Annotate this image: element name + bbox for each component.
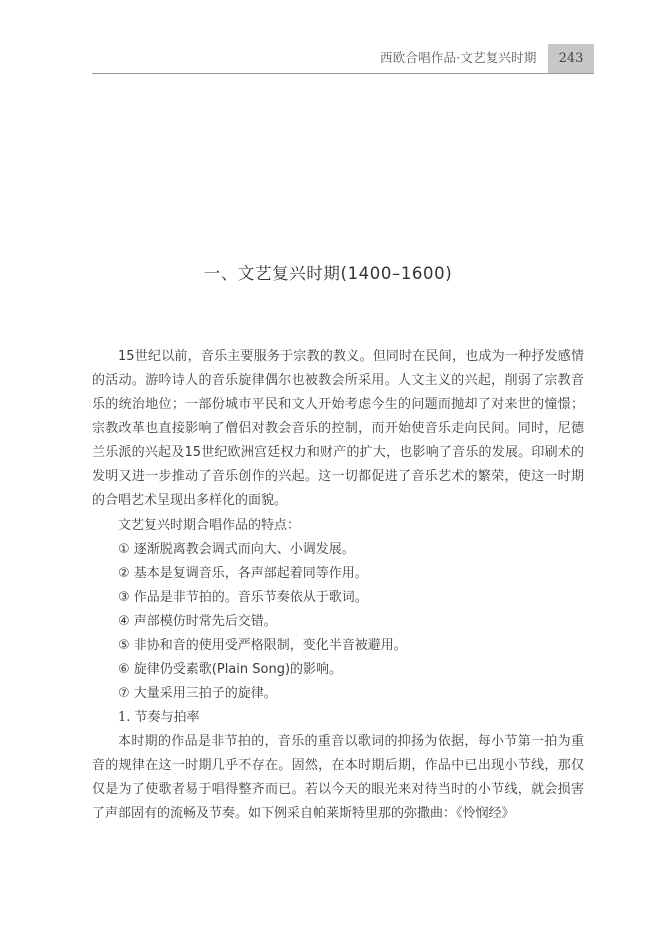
subheading: 1. 节奏与拍率 — [118, 710, 200, 725]
feature-item: ⑦ 大量采用三拍子的旋律。 — [118, 686, 277, 701]
page-number-box — [548, 44, 594, 73]
feature-item: ② 基本是复调音乐，各声部起着同等作用。 — [118, 566, 368, 581]
feature-item: ⑤ 非协和音的使用受严格限制，变化半音被避用。 — [118, 638, 407, 653]
feature-item: ③ 作品是非节拍的。音乐节奏依从于歌词。 — [118, 590, 368, 605]
feature-item: ⑥ 旋律仍受素歌(Plain Song)的影响。 — [118, 662, 343, 677]
feature-item: ① 逐渐脱离教会调式而向大、小调发展。 — [118, 542, 355, 557]
feature-item: ④ 声部模仿时常先后交错。 — [118, 614, 277, 629]
features-intro: 文艺复兴时期合唱作品的特点： — [118, 518, 301, 533]
running-head: 西欧合唱作品·文艺复兴时期 — [380, 50, 537, 65]
header-rule — [92, 73, 594, 74]
page-number: 243 — [558, 51, 584, 66]
rhythm-paragraph: 本时期的作品是非节拍的，音乐的重音以歌词的抑扬为依据，每小节第一拍为重音的规律在这一时期几乎不存在。固然，在本时期后期，作品中已出现小节线，那仅仅是为了使歌者易于唱得整齐而已。若以今天的眼光来对待当时的小节线，就会损害了声部固有的流畅及节奏。如下例采自帕莱斯特里那的弥撒曲：《怜悯经》 — [92, 734, 584, 821]
intro-paragraph: 15世纪以前，音乐主要服务于宗教的教义。但同时在民间，也成为一种抒发感情的活动。游吟诗人的音乐旋律偶尔也被教会所采用。人文主义的兴起，削弱了宗教音乐的统治地位；一部份城市平民和文人开始考虑今生的问题而抛却了对来世的憧憬；宗教改革也直接影响了僧侣对教会音乐的控制，而开始使音乐走向民间。同时，尼德兰乐派的兴起及15世纪欧洲宫廷权力和财产的扩大，也影响了音乐的发展。印刷术的发明又进一步推动了音乐创作的兴起。这一切都促进了音乐艺术的繁荣，使这一时期的合唱艺术呈现出多样化的面貌。 — [92, 349, 584, 508]
intro-block — [92, 345, 584, 513]
features-block — [92, 514, 584, 826]
section-title: 一、文艺复兴时期(1400–1600) — [203, 264, 453, 283]
